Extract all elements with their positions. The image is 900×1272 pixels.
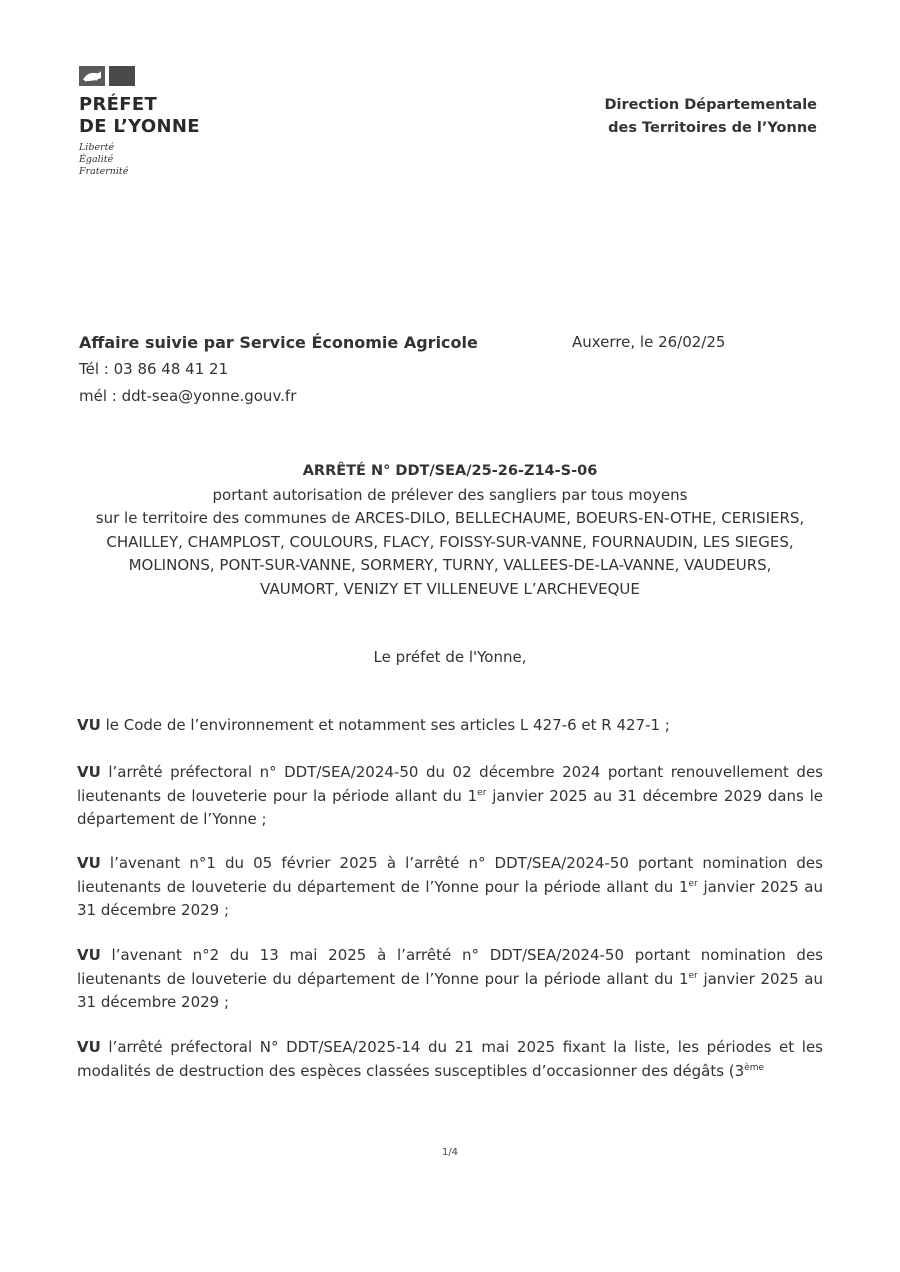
vu-paragraph-4 [77, 944, 823, 1015]
marianne-emblem-icon [79, 66, 135, 88]
vu-text: l’avenant n°2 du 13 mai 2025 à l’arrêté n° DDT/SEA/2024-50 portant nomination des lieutenants de louveterie du département de l’Yonne pour la période allant du 1 [77, 946, 824, 988]
vu-label: VU [77, 763, 101, 781]
title-line-4: MOLINONS, PONT-SUR-VANNE, SORMERY, TURNY, VALLEES-DE-LA-VANNE, VAUDEURS, [128, 556, 772, 574]
ordinal-suffix: er [688, 878, 698, 889]
vu-text: l’avenant n°1 du 05 février 2025 à l’arrêté n° DDT/SEA/2024-50 portant nomination des lieutenants de louveterie du département de l’Yonne pour la période allant du 1 [77, 854, 823, 896]
title-line-1: portant autorisation de prélever des sangliers par tous moyens [212, 485, 688, 504]
title-line-3: CHAILLEY, CHAMPLOST, COULOURS, FLACY, FOISSY-SUR-VANNE, FOURNAUDIN, LES SIEGES, [106, 532, 794, 551]
motto-liberte: Liberté [79, 142, 115, 153]
title-line-5: VAUMORT, VENIZY ET VILLENEUVE L’ARCHEVEQUE [260, 579, 640, 598]
page-number: 1/4 [441, 1147, 459, 1158]
direction-line-2: des Territoires de l’Yonne [608, 120, 817, 136]
motto-fraternite: Fraternité [79, 166, 129, 177]
decree-number: ARRÊTÉ N° DDT/SEA/25-26-Z14-S-06 [302, 463, 598, 479]
motto-egalite: Égalité [79, 154, 114, 165]
ordinal-suffix: ème [744, 1062, 765, 1073]
decree-title [60, 460, 840, 601]
vu-text-cont: janvier 2025 au 31 décembre 2029 ; [77, 877, 824, 919]
logo-line-prefet: PRÉFET [79, 94, 158, 115]
place-date: Auxerre, le 26/02/25 [572, 333, 726, 351]
title-line-2: sur le territoire des communes de ARCES-DILO, BELLECHAUME, BOEURS-EN-OTHE, CERISIERS, [95, 509, 805, 527]
vu-label: VU [77, 1038, 101, 1056]
vu-text-cont: janvier 2025 au 31 décembre 2029 dans le département de l’Yonne ; [77, 786, 823, 828]
salutation: Le préfet de l'Yonne, [373, 648, 527, 666]
email-address: mél : ddt-sea@yonne.gouv.fr [79, 387, 297, 405]
vu-label: VU [77, 854, 101, 872]
ordinal-suffix: er [688, 970, 698, 981]
vu-label: VU [77, 946, 101, 964]
vu-paragraph-3 [77, 852, 823, 923]
motto [79, 142, 219, 178]
service-label: Affaire suivie par Service Économie Agricole [79, 333, 478, 352]
vu-paragraph-5 [77, 1036, 823, 1083]
phone-number: Tél : 03 86 48 41 21 [79, 360, 229, 378]
vu-text: le Code de l’environnement et notamment ses articles L 427-6 et R 427-1 ; [105, 716, 670, 734]
contact-block [79, 329, 478, 410]
prefet-logo [79, 66, 219, 178]
vu-text: l’arrêté préfectoral n° DDT/SEA/2024-50 du 02 décembre 2024 portant renouvellement des lieutenants de louveterie pour la période allant du 1 [77, 763, 823, 805]
vu-paragraph-2 [77, 761, 823, 832]
vu-label: VU [77, 716, 101, 734]
direction-line-1: Direction Départementale [604, 97, 817, 113]
ordinal-suffix: er [477, 787, 487, 798]
vu-text: l’arrêté préfectoral N° DDT/SEA/2025-14 du 21 mai 2025 fixant la liste, les périodes et les modalités de destruction des espèces classées susceptibles d’occasionner des dégâts (3 [77, 1038, 823, 1080]
logo-line-yonne: DE L’YONNE [79, 116, 200, 137]
vu-text-cont: janvier 2025 au 31 décembre 2029 ; [77, 969, 824, 1011]
vu-paragraph-1 [77, 714, 823, 738]
issuing-direction [604, 94, 817, 140]
